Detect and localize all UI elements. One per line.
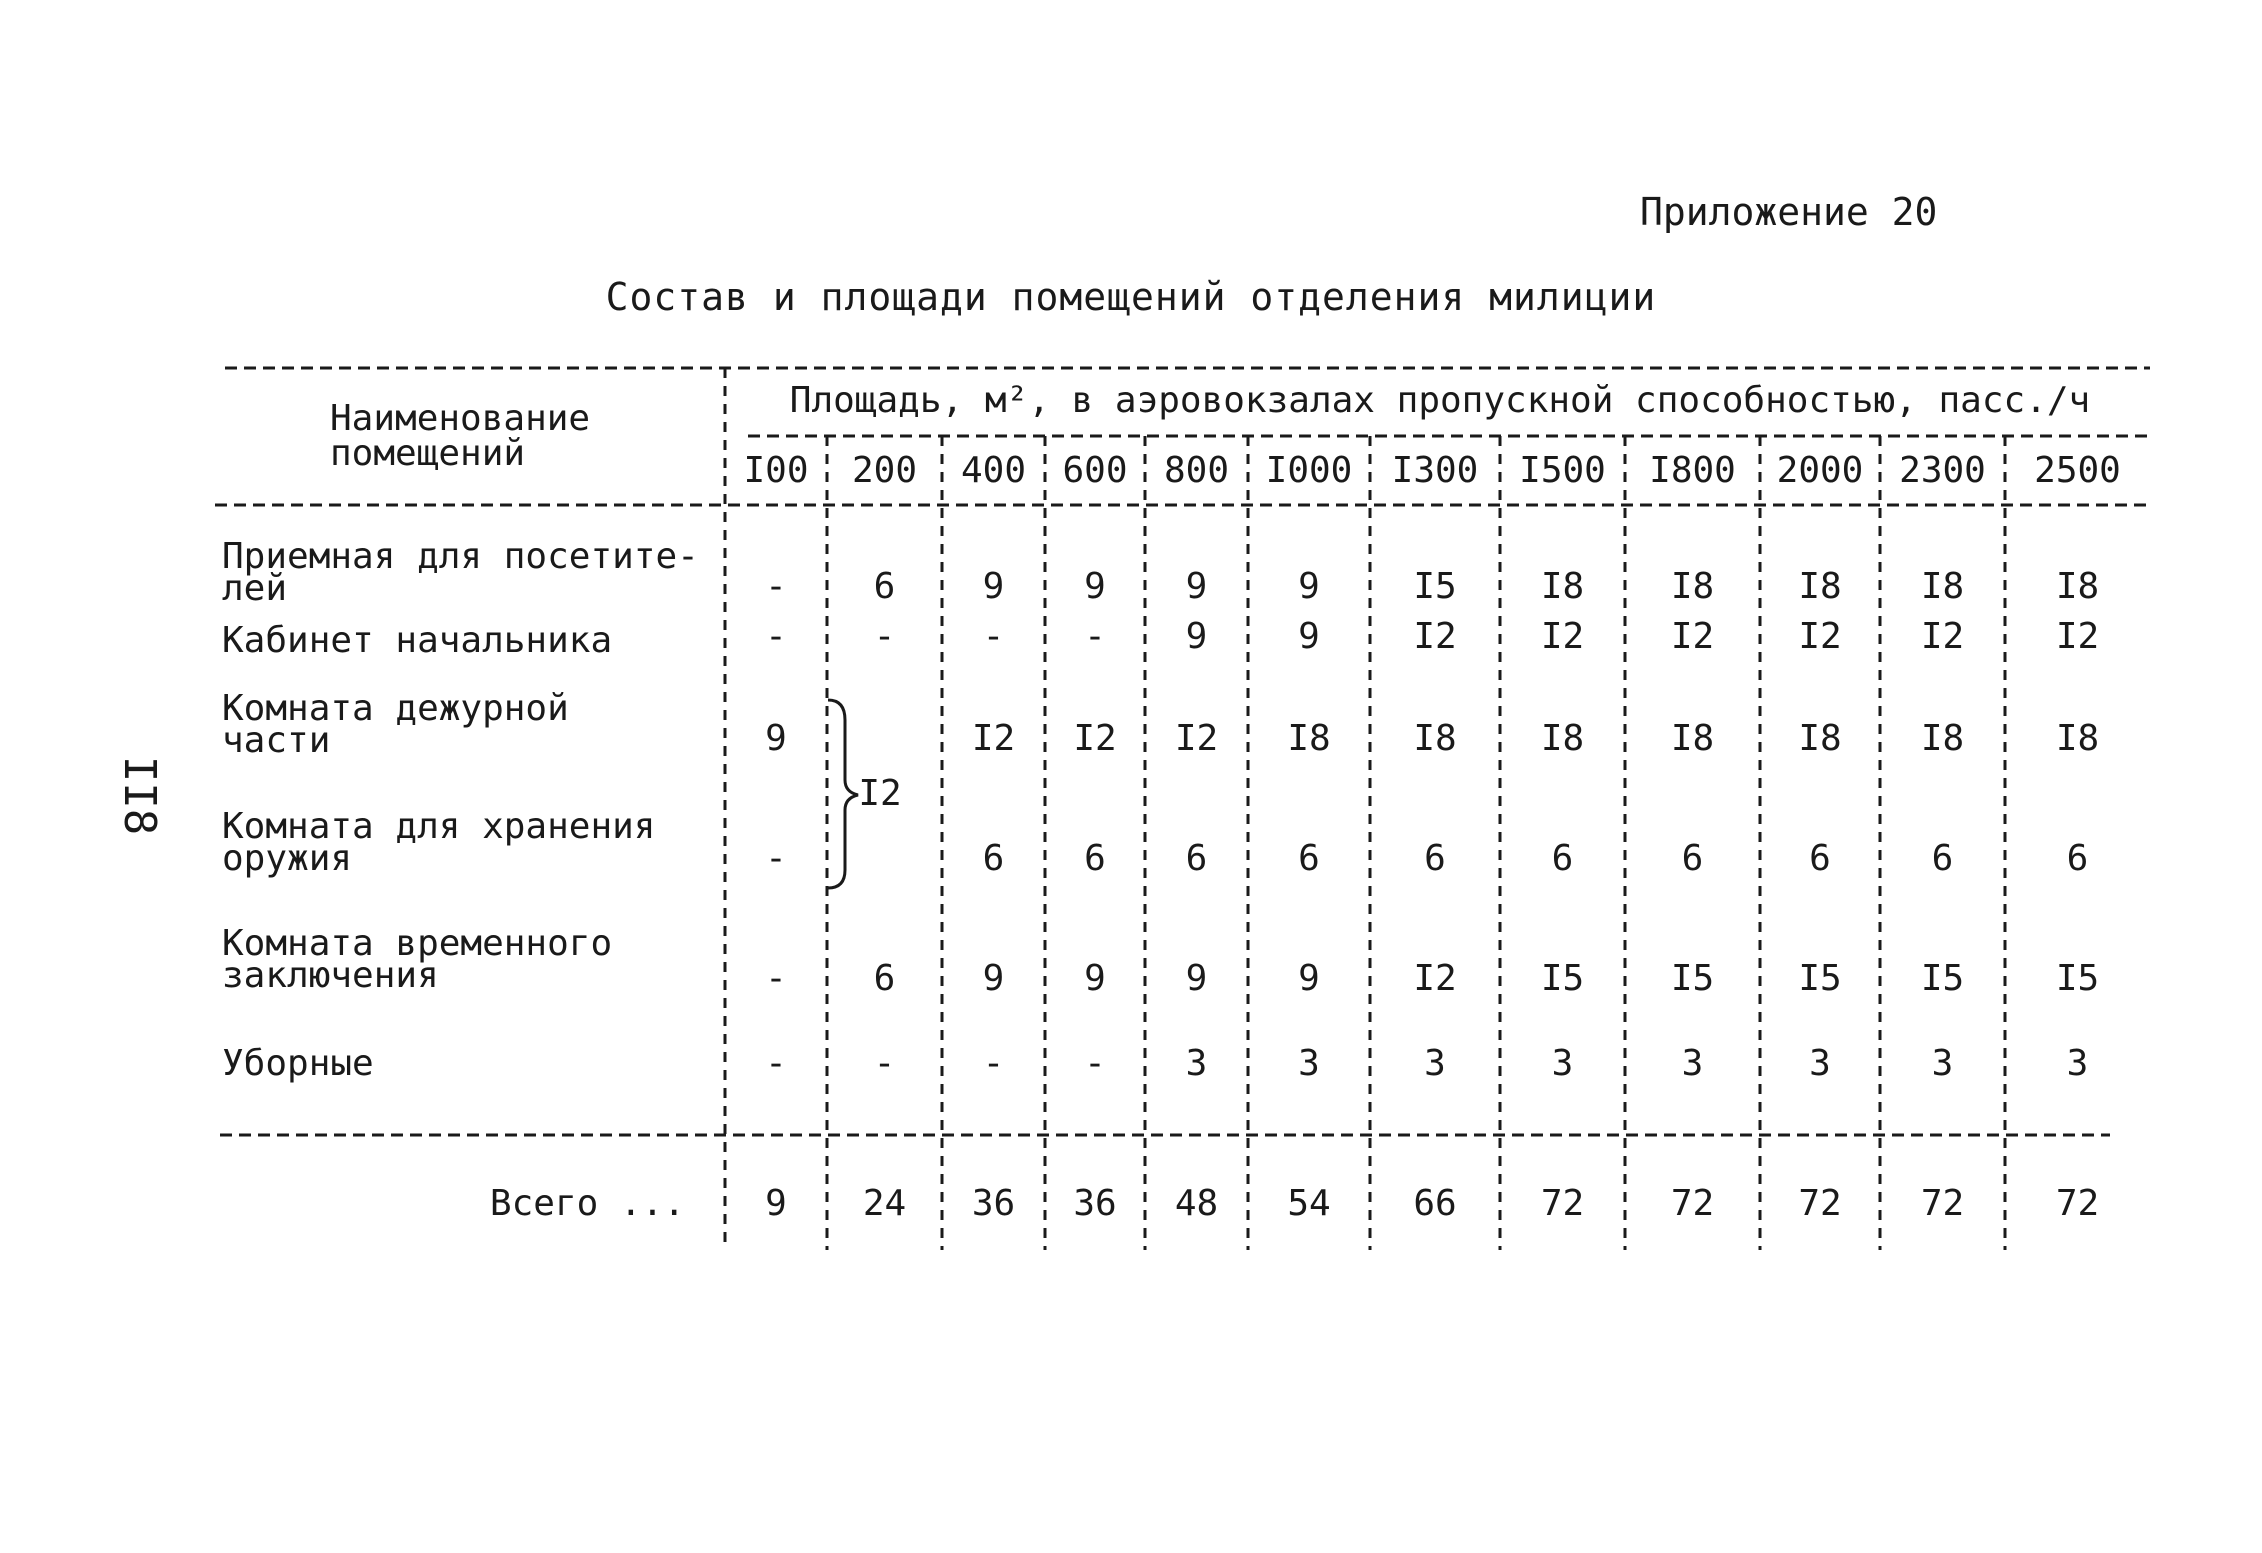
- capacity-header: I800: [1649, 450, 1736, 491]
- table-cell: -: [873, 616, 896, 657]
- total-cell: 48: [1174, 1183, 1219, 1224]
- table-cell: I2: [1413, 958, 1457, 999]
- table-cell: I8: [1920, 566, 1965, 607]
- row-name: заключения: [222, 955, 439, 996]
- table-cell: -: [765, 1043, 787, 1084]
- table-cell: I2: [1413, 616, 1457, 657]
- table-cell: -: [765, 958, 787, 999]
- capacity-header: 800: [1163, 450, 1230, 491]
- capacity-header: 600: [1062, 450, 1128, 491]
- table-cell: -: [765, 616, 787, 657]
- table-cell: I5: [1798, 958, 1842, 999]
- row-name: Комната дежурной: [222, 688, 569, 729]
- table-cell: I8: [1287, 718, 1331, 759]
- capacity-header: 400: [960, 450, 1027, 491]
- table-cell: I8: [1798, 718, 1842, 759]
- total-cell: 72: [1920, 1183, 1965, 1224]
- table-cell: I8: [1798, 566, 1842, 607]
- table-cell: I8: [2055, 718, 2100, 759]
- table-cell: 9: [1298, 566, 1320, 607]
- total-cell: 66: [1413, 1183, 1457, 1224]
- table-cell: 3: [1809, 1043, 1831, 1084]
- total-cell: 54: [1287, 1183, 1331, 1224]
- table-cell: I2: [1798, 616, 1842, 657]
- table-cell: I2: [1174, 718, 1219, 759]
- table-cell: I2: [971, 718, 1016, 759]
- row-name: Комната временного: [222, 923, 613, 964]
- table-cell: I8: [1413, 718, 1457, 759]
- table-cell: 9: [1185, 616, 1208, 657]
- header-area-caption: Площадь, м², в аэровокзалах пропускной способностью, пасс./ч: [789, 380, 2091, 421]
- table-cell: I2: [1073, 718, 1117, 759]
- table-cell: 6: [2066, 838, 2089, 879]
- table-cell: 6: [1551, 838, 1574, 879]
- row-name: Уборные: [222, 1043, 374, 1084]
- capacity-header: I00: [743, 450, 809, 491]
- table-cell: -: [765, 566, 787, 607]
- page-number: II8: [114, 755, 166, 836]
- total-cell: 72: [2055, 1183, 2100, 1224]
- table-cell: 3: [1185, 1043, 1208, 1084]
- table-cell: 6: [1809, 838, 1831, 879]
- table-cell: I5: [1670, 958, 1715, 999]
- total-cell: 72: [1540, 1183, 1585, 1224]
- table-cell: I2: [2055, 616, 2100, 657]
- merged-cell-value: I2: [858, 773, 902, 814]
- appendix-label: Приложение 20: [1640, 190, 1938, 234]
- capacity-header: 2300: [1899, 450, 1986, 491]
- table-cell: -: [1084, 1043, 1106, 1084]
- row-name: Кабинет начальника: [222, 620, 613, 661]
- row-name: части: [222, 720, 331, 761]
- table-cell: -: [1084, 616, 1106, 657]
- merge-brace: [828, 700, 858, 888]
- table-cell: 6: [1424, 838, 1446, 879]
- table-cell: I8: [1670, 718, 1715, 759]
- table-cell: 3: [2066, 1043, 2089, 1084]
- document-title: Состав и площади помещений отделения милиции: [605, 275, 1657, 319]
- capacity-header: I000: [1265, 450, 1353, 491]
- total-cell: 9: [765, 1183, 787, 1224]
- row-name: лей: [222, 568, 288, 609]
- row-name: Комната для хранения: [222, 806, 656, 847]
- table-cell: I2: [1670, 616, 1715, 657]
- total-label: Всего ...: [489, 1183, 685, 1224]
- table-cell: 6: [1084, 838, 1106, 879]
- table-cell: -: [982, 616, 1005, 657]
- table-cell: 9: [1185, 958, 1208, 999]
- table-cell: 9: [1185, 566, 1208, 607]
- table-cell: I5: [1920, 958, 1965, 999]
- total-cell: 36: [1073, 1183, 1117, 1224]
- table-cell: 6: [1298, 838, 1320, 879]
- table-cell: 3: [1931, 1043, 1954, 1084]
- table-cell: I8: [1540, 566, 1585, 607]
- capacity-header: 2500: [2034, 450, 2121, 491]
- capacity-header: I500: [1519, 450, 1606, 491]
- table-cell: I8: [1920, 718, 1965, 759]
- table-cell: 6: [1931, 838, 1954, 879]
- table-cell: 3: [1424, 1043, 1446, 1084]
- table-cell: I8: [2055, 566, 2100, 607]
- total-cell: 36: [971, 1183, 1016, 1224]
- row-name: оружия: [222, 838, 353, 879]
- capacity-header: I300: [1391, 450, 1479, 491]
- table-cell: I8: [1540, 718, 1585, 759]
- table-cell: 9: [982, 566, 1005, 607]
- table-cell: -: [765, 838, 787, 879]
- header-name-col: Наименование: [330, 398, 591, 439]
- table-cell: I2: [1540, 616, 1585, 657]
- table-cell: 9: [765, 718, 787, 759]
- table-cell: -: [982, 1043, 1005, 1084]
- table-cell: 6: [1185, 838, 1208, 879]
- table-cell: I2: [1920, 616, 1965, 657]
- table-cell: 6: [982, 838, 1005, 879]
- row-name: Приемная для посетите-: [222, 536, 699, 577]
- table-cell: 9: [1084, 566, 1106, 607]
- table-cell: 6: [873, 958, 896, 999]
- table-cell: I5: [1413, 566, 1457, 607]
- table-cell: 3: [1681, 1043, 1704, 1084]
- table-cell: I5: [2055, 958, 2100, 999]
- table-cell: 9: [1298, 958, 1320, 999]
- header-name-col: помещений: [330, 433, 526, 474]
- table-cell: -: [873, 1043, 896, 1084]
- table-cell: I5: [1540, 958, 1585, 999]
- table-cell: 9: [1084, 958, 1106, 999]
- total-cell: 72: [1670, 1183, 1715, 1224]
- total-cell: 24: [862, 1183, 907, 1224]
- table-cell: 6: [1681, 838, 1704, 879]
- table-cell: 9: [982, 958, 1005, 999]
- table-cell: 9: [1298, 616, 1320, 657]
- table-cell: I8: [1670, 566, 1715, 607]
- capacity-header: 200: [851, 450, 918, 491]
- table-cell: 3: [1298, 1043, 1320, 1084]
- capacity-header: 2000: [1776, 450, 1864, 491]
- table-cell: 3: [1551, 1043, 1574, 1084]
- table-cell: 6: [873, 566, 896, 607]
- total-cell: 72: [1798, 1183, 1842, 1224]
